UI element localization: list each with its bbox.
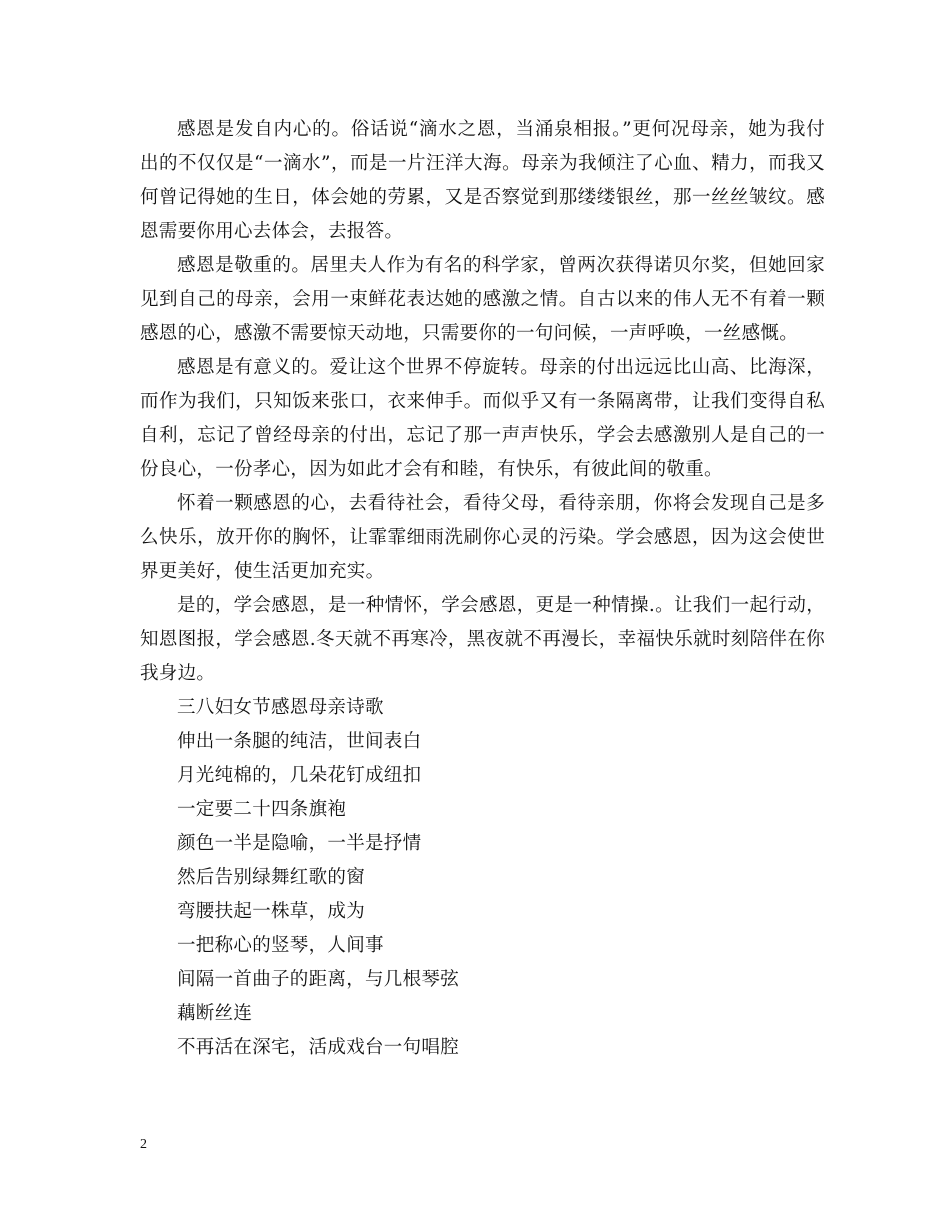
page-number: 2	[140, 1137, 147, 1152]
paragraph: 怀着一颗感恩的心，去看待社会，看待父母，看待亲朋，你将会发现自己是多么快乐，放开你的胸怀，让霏霏细雨洗刷你心灵的污染。学会感恩，因为这会使世界更美好，使生活更加充实。	[140, 493, 825, 582]
poem-line: 颜色一半是隐喻，一半是抒情	[177, 833, 422, 854]
poem-line: 一定要二十四条旗袍	[177, 799, 347, 820]
poem-line: 一把称心的竖琴，人间事	[177, 935, 384, 956]
poem-line: 然后告别绿舞红歌的窗	[177, 867, 366, 888]
poem-line: 伸出一条腿的纯洁，世间表白	[177, 731, 422, 752]
paragraph: 是的，学会感恩，是一种情怀，学会感恩，更是一种情操.。让我们一起行动，知恩图报，学会感恩.冬天就不再寒冷，黑夜就不再漫长，幸福快乐就时刻陪伴在你我身边。	[140, 595, 825, 684]
paragraph: 感恩是发自内心的。俗话说“滴水之恩，当涌泉相报。”更何况母亲，她为我付出的不仅仅是“一滴水”，而是一片汪洋大海。母亲为我倾注了心血、精力，而我又何曾记得她的生日，体会她的劳累，又是否察觉到那缕缕银丝，那一丝丝皱纹。感恩需要你用心去体会，去报答。	[140, 119, 825, 242]
poem-title: 三八妇女节感恩母亲诗歌	[177, 697, 384, 718]
poem	[140, 691, 825, 1065]
poem-line: 间隔一首曲子的距离，与几根琴弦	[177, 969, 460, 990]
paragraph: 感恩是有意义的。爱让这个世界不停旋转。母亲的付出远远比山高、比海深，而作为我们，只知饭来张口，衣来伸手。而似乎又有一条隔离带，让我们变得自私自利，忘记了曾经母亲的付出，忘记了那一声声快乐，学会去感激别人是自己的一份良心，一份孝心，因为如此才会有和睦，有快乐，有彼此间的敬重。	[140, 357, 825, 480]
paragraph: 感恩是敬重的。居里夫人作为有名的科学家，曾两次获得诺贝尔奖，但她回家见到自己的母亲，会用一束鲜花表达她的感激之情。自古以来的伟人无不有着一颗感恩的心，感激不需要惊天动地，只需要你的一句问候，一声呼唤，一丝感慨。	[140, 255, 825, 344]
poem-line: 月光纯棉的，几朵花钉成纽扣	[177, 765, 422, 786]
poem-line: 弯腰扶起一株草，成为	[177, 901, 366, 922]
poem-line: 不再活在深宅，活成戏台一句唱腔	[177, 1037, 460, 1058]
document-body	[140, 113, 825, 1065]
poem-line: 藕断丝连	[177, 1003, 253, 1024]
